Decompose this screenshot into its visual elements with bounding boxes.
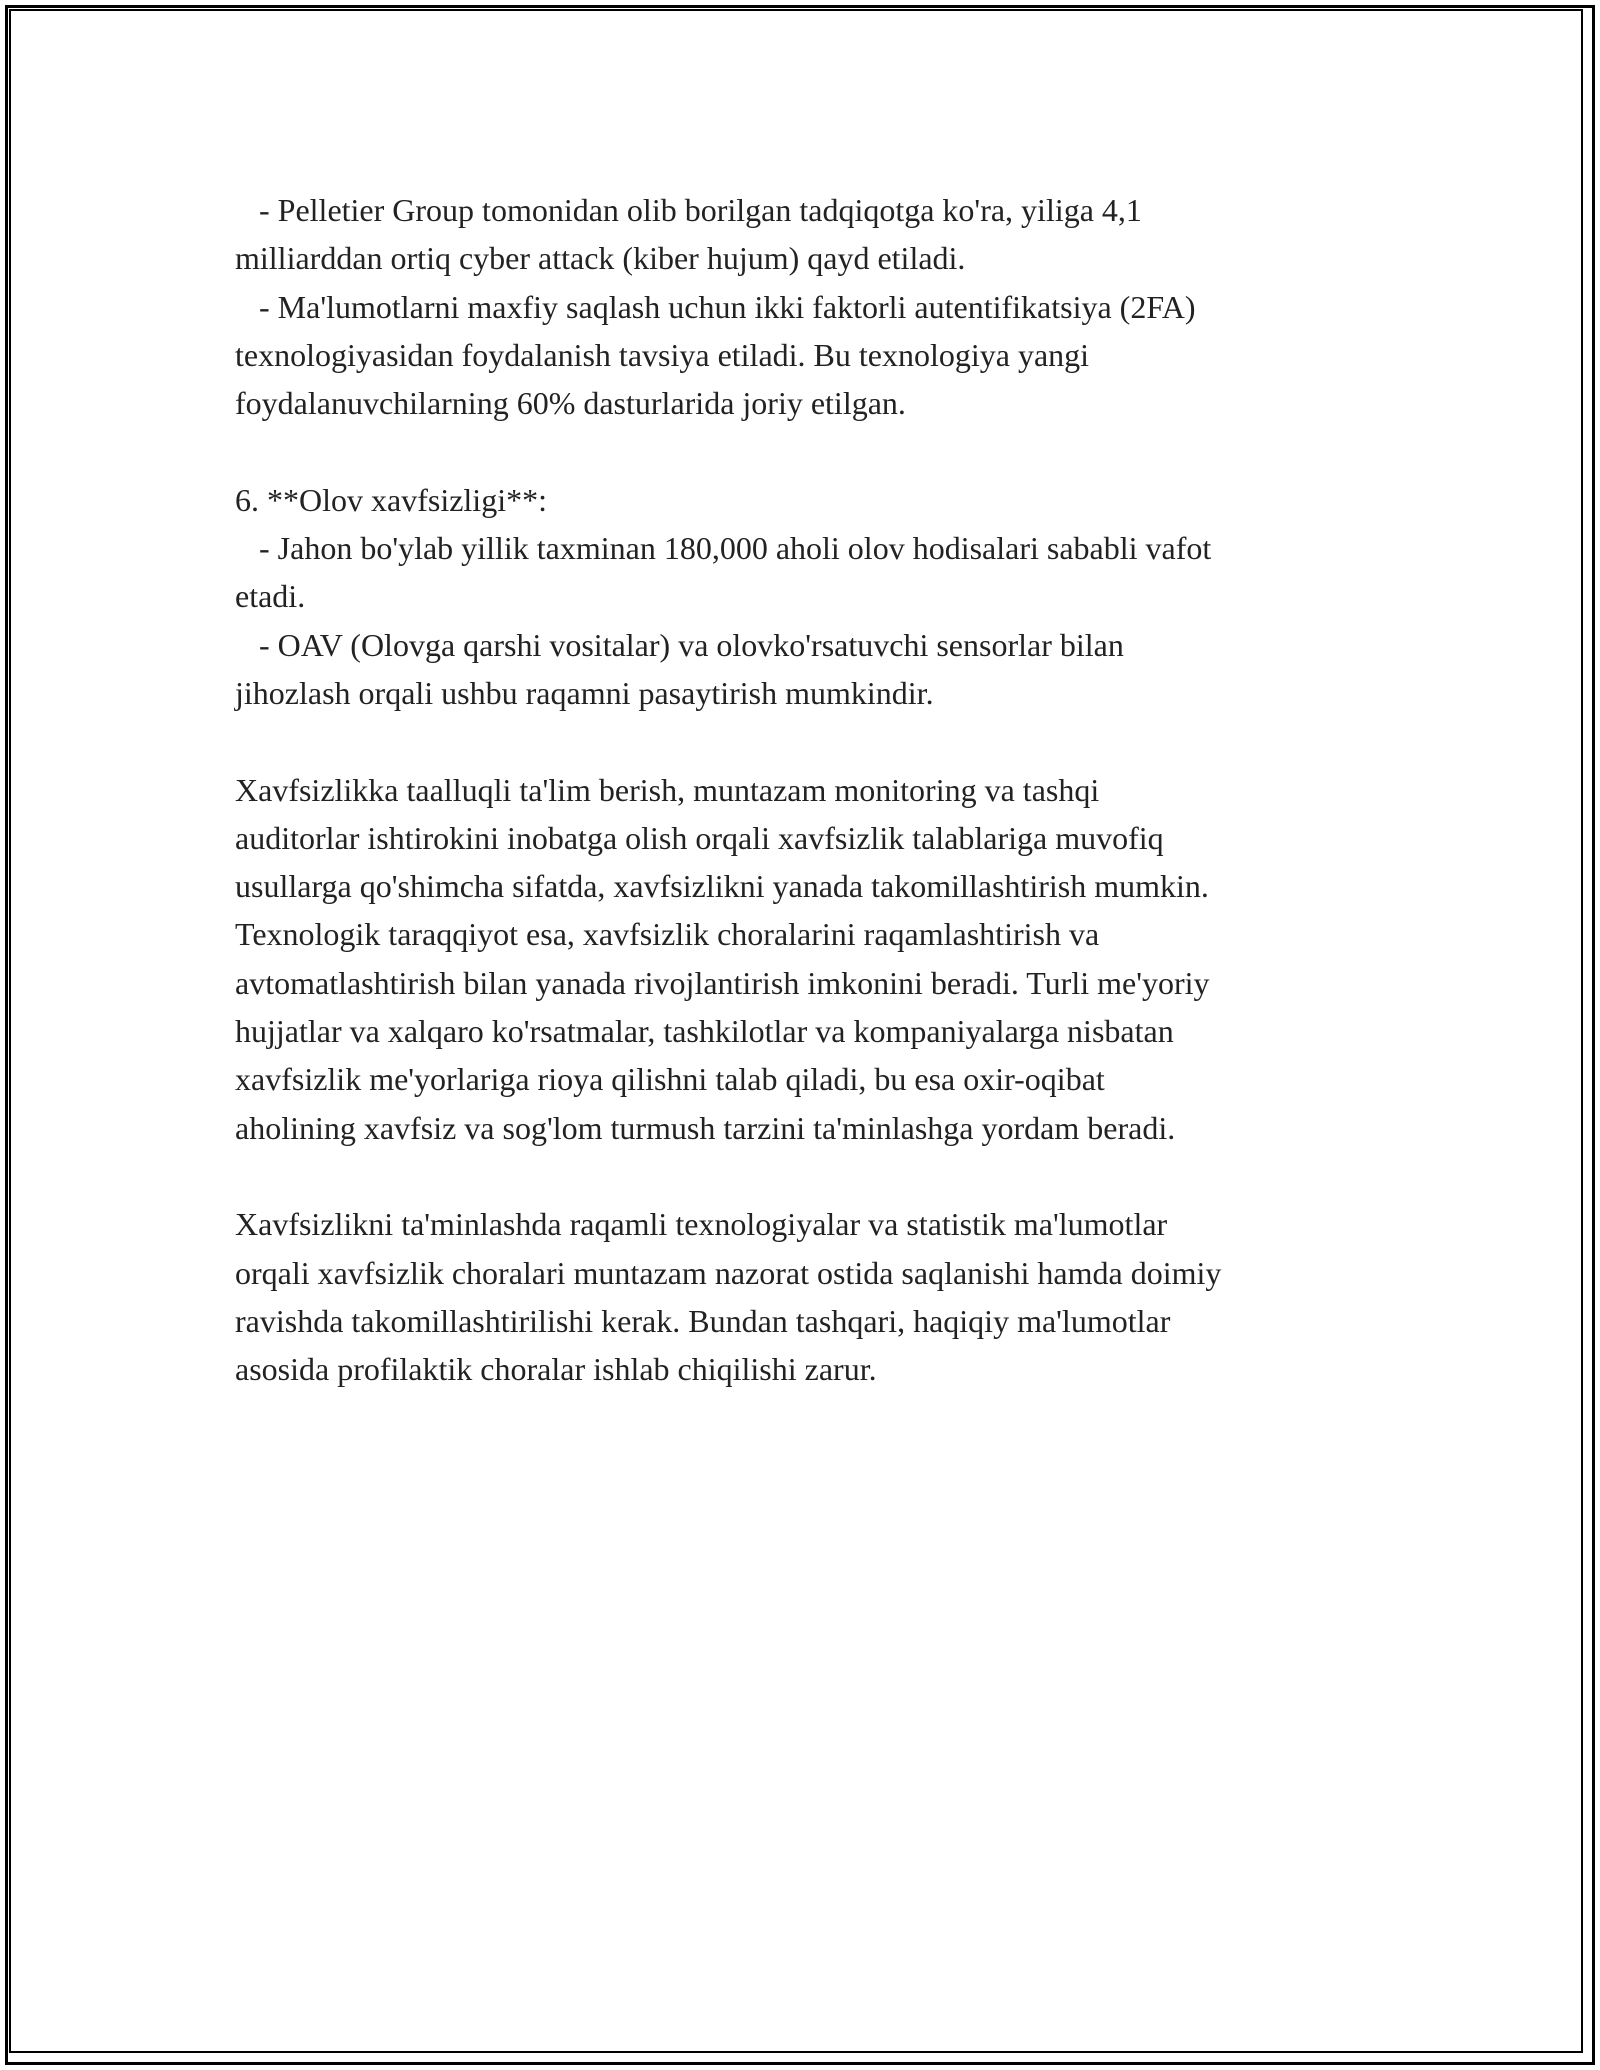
paragraph-gap — [235, 717, 1395, 765]
text-line: Xavfsizlikni ta'minlashda raqamli texnologiyalar va statistik ma'lumotlar — [235, 1206, 1168, 1243]
text-line: foydalanuvchilarning 60% dasturlarida joriy etilgan. — [235, 385, 906, 422]
section-heading: 6. **Olov xavfsizligi**: — [235, 481, 547, 518]
text-line: usullarga qo'shimcha sifatda, xavfsizlikni yanada takomillashtirish mumkin. — [235, 868, 1209, 905]
text-line: orqali xavfsizlik choralari muntazam nazorat ostida saqlanishi hamda doimiy — [235, 1254, 1222, 1291]
paragraph-gap — [235, 427, 1395, 475]
text-line: aholining xavfsiz va sog'lom turmush tarzini ta'minlashga yordam beradi. — [235, 1109, 1176, 1146]
text-line: texnologiyasidan foydalanish tavsiya etiladi. Bu texnologiya yangi — [235, 336, 1090, 373]
paragraph-gap — [235, 1152, 1395, 1200]
text-line: - OAV (Olovga qarshi vositalar) va olovko'rsatuvchi sensorlar bilan — [235, 626, 1124, 663]
document-body — [235, 186, 1395, 1393]
text-line: jihozlash orqali ushbu raqamni pasaytirish mumkindir. — [235, 674, 934, 711]
text-line: avtomatlashtirish bilan yanada rivojlantirish imkonini beradi. Turli me'yoriy — [235, 964, 1210, 1001]
text-line: - Pelletier Group tomonidan olib borilgan tadqiqotga ko'ra, yiliga 4,1 — [235, 192, 1142, 228]
text-line: xavfsizlik me'yorlariga rioya qilishni talab qiladi, bu esa oxir-oqibat — [235, 1061, 1105, 1098]
text-line: - Ma'lumotlarni maxfiy saqlash uchun ikki faktorli autentifikatsiya (2FA) — [235, 288, 1196, 325]
text-line: milliarddan ortiq cyber attack (kiber hujum) qayd etiladi. — [235, 240, 966, 277]
text-line: hujjatlar va xalqaro ko'rsatmalar, tashkilotlar va kompaniyalarga nisbatan — [235, 1013, 1174, 1050]
text-line: Xavfsizlikka taalluqli ta'lim berish, muntazam monitoring va tashqi — [235, 771, 1100, 808]
text-line: ravishda takomillashtirilishi kerak. Bundan tashqari, haqiqiy ma'lumotlar — [235, 1302, 1171, 1339]
text-line: etadi. — [235, 578, 306, 615]
text-line: auditorlar ishtirokini inobatga olish orqali xavfsizlik talablariga muvofiq — [235, 819, 1164, 856]
text-line: Texnologik taraqqiyot esa, xavfsizlik choralarini raqamlashtirish va — [235, 916, 1100, 953]
text-line: - Jahon bo'ylab yillik taxminan 180,000 aholi olov hodisalari sababli vafot — [235, 530, 1212, 567]
text-line: asosida profilaktik choralar ishlab chiqilishi zarur. — [235, 1351, 877, 1388]
